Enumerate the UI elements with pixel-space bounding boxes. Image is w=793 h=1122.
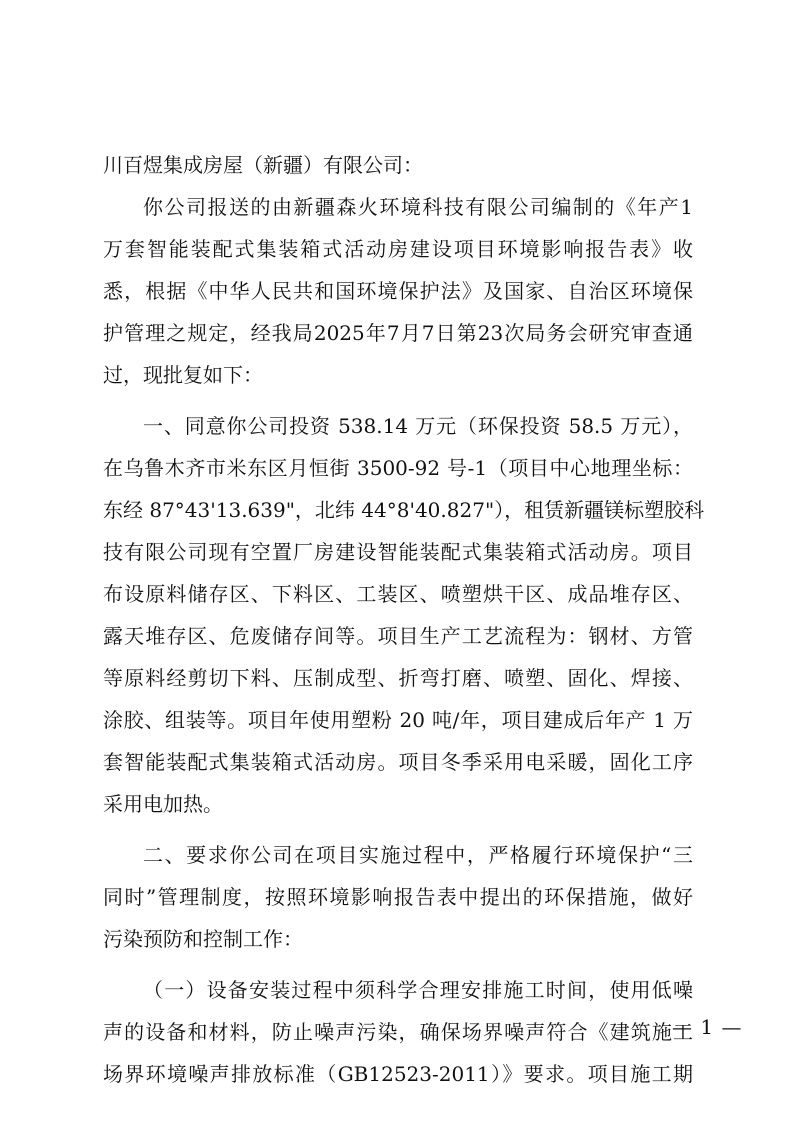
section-line: 场界环境噪声排放标准（GB12523-2011）》要求。项目施工期 <box>103 1062 693 1086</box>
paragraph-gap <box>103 825 693 834</box>
section-line: 等原料经剪切下料、压制成型、折弯打磨、喷塑、固化、焊接、 <box>103 666 693 690</box>
section-line: 东经 87°43'13.639"，北纬 44°8'40.827"），租赁新疆镁标塑胶科 <box>103 498 705 522</box>
paragraph-line: 过，现批复如下： <box>103 363 263 387</box>
paragraph-line: 悉，根据《中华人民共和国环境保护法》及国家、自治区环境保 <box>103 279 693 303</box>
section-line: 污染预防和控制工作： <box>103 927 303 951</box>
page-number: — 1 — <box>672 1015 743 1039</box>
section-two <box>103 834 693 960</box>
subsection-one <box>103 969 693 1095</box>
document-body <box>103 144 705 1095</box>
section-line: 采用电加热。 <box>103 792 223 816</box>
salutation: 川百煜集成房屋（新疆）有限公司： <box>103 153 423 177</box>
section-line: 涂胶、组装等。项目年使用塑粉 20 吨/年，项目建成后年产 1 万 <box>103 708 693 732</box>
section-line: 二、要求你公司在项目实施过程中，严格履行环境保护“三 <box>143 843 693 867</box>
paragraph-line: 万套智能装配式集装箱式活动房建设项目环境影响报告表》收 <box>103 237 693 261</box>
section-line: 声的设备和材料，防止噪声污染，确保场界噪声符合《建筑施工 <box>103 1020 693 1044</box>
section-line: 一、同意你公司投资 538.14 万元（环保投资 58.5 万元）， <box>143 414 693 438</box>
section-one <box>103 405 705 825</box>
paragraph-intro <box>103 186 693 396</box>
section-line: 布设原料储存区、下料区、工装区、喷塑烘干区、成品堆存区、 <box>103 582 693 606</box>
section-line: 套智能装配式集装箱式活动房。项目冬季采用电采暖，固化工序 <box>103 750 693 774</box>
section-line: 在乌鲁木齐市米东区月恒街 3500-92 号-1（项目中心地理坐标： <box>103 456 693 480</box>
section-line: 技有限公司现有空置厂房建设智能装配式集装箱式活动房。项目 <box>103 540 693 564</box>
paragraph-line: 护管理之规定，经我局2025年7月7日第23次局务会研究审查通 <box>103 321 693 345</box>
paragraph-gap <box>103 960 693 969</box>
paragraph-line: 你公司报送的由新疆森火环境科技有限公司编制的《年产1 <box>143 195 693 219</box>
section-line: 露天堆存区、危废储存间等。项目生产工艺流程为：钢材、方管 <box>103 624 693 648</box>
section-line: （一）设备安装过程中须科学合理安排施工时间，使用低噪 <box>143 978 693 1002</box>
section-line: 同时”管理制度，按照环境影响报告表中提出的环保措施，做好 <box>103 885 693 909</box>
paragraph-gap <box>103 396 693 405</box>
